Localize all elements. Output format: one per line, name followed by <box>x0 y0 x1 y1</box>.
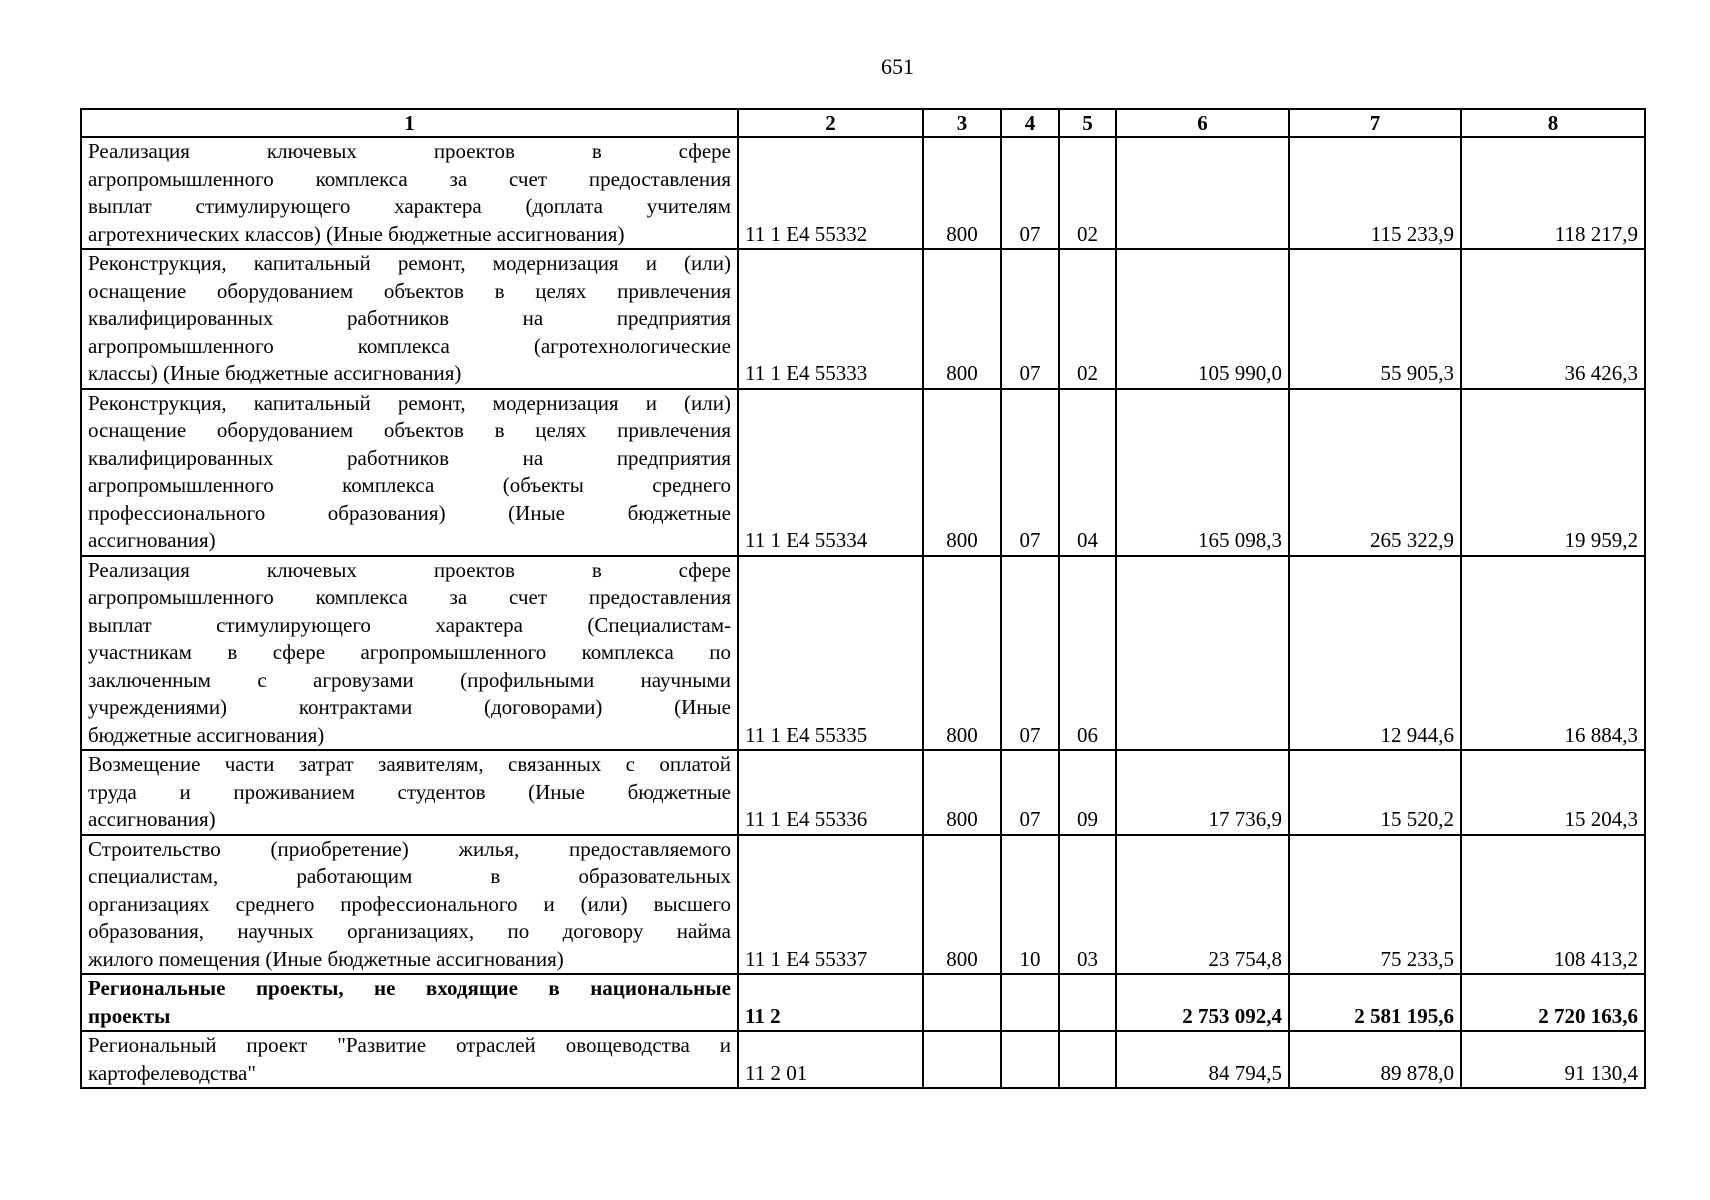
item-name-line: выплат стимулирующего характера (доплата учителям <box>88 194 731 218</box>
item-name-line: участникам в сфере агропромышленного комплекса по <box>88 640 731 664</box>
item-name-line: профессионального образования) (Иные бюджетные <box>88 500 731 525</box>
item-name-line: оснащение оборудованием объектов в целях привлечения <box>88 418 731 442</box>
item-name-line: квалифицированных работников на предприятия <box>88 306 731 330</box>
item-name-line: Реконструкция, капитальный ремонт, модернизация и (или) <box>88 390 731 415</box>
col-6-amount-cell: 84 794,5 <box>1116 1031 1289 1088</box>
col-8-amount-cell: 118 217,9 <box>1461 137 1645 249</box>
header-col-1: 1 <box>81 109 738 137</box>
budget-code-cell: 11 2 <box>738 974 923 1031</box>
item-name-cell <box>81 750 738 835</box>
budget-code-cell: 11 1 Е4 55337 <box>738 835 923 975</box>
page-number: 651 <box>881 54 914 79</box>
col-7-amount-cell: 2 581 195,6 <box>1289 974 1461 1031</box>
header-col-4: 4 <box>1001 109 1059 137</box>
col-6-amount-cell: 17 736,9 <box>1116 750 1289 835</box>
header-col-8: 8 <box>1461 109 1645 137</box>
header-col-5: 5 <box>1059 109 1116 137</box>
col-8-amount-cell: 91 130,4 <box>1461 1031 1645 1088</box>
col-6-amount-cell: 165 098,3 <box>1116 389 1289 556</box>
item-name-line: квалифицированных работников на предприятия <box>88 445 731 470</box>
item-name-line: Строительство (приобретение) жилья, предоставляемого <box>88 836 731 861</box>
col-4-cell: 07 <box>1001 750 1059 835</box>
budget-code-cell: 11 1 Е4 55336 <box>738 750 923 835</box>
budget-code-cell: 11 1 Е4 55334 <box>738 389 923 556</box>
item-name-cell <box>81 137 738 249</box>
item-name-line: картофелеводства" <box>88 1060 256 1085</box>
item-name-line: жилого помещения (Иные бюджетные ассигнования) <box>88 946 564 971</box>
budget-code-cell: 11 2 01 <box>738 1031 923 1088</box>
col-3-cell: 800 <box>923 389 1001 556</box>
table-row <box>81 835 1645 975</box>
item-name-line: Реализация ключевых проектов в сфере <box>88 139 731 163</box>
col-5-cell: 02 <box>1059 249 1116 389</box>
col-4-cell: 10 <box>1001 835 1059 975</box>
item-name-line: специалистам, работающим в образовательных <box>88 864 731 888</box>
item-name-line: агропромышленного комплекса (агротехнологические <box>88 333 731 358</box>
item-name-line: Региональные проекты, не входящие в национальные <box>88 976 731 1000</box>
budget-table <box>80 108 1646 1089</box>
item-name-cell <box>81 974 738 1031</box>
col-7-amount-cell: 55 905,3 <box>1289 249 1461 389</box>
col-7-amount-cell: 12 944,6 <box>1289 556 1461 751</box>
col-5-cell <box>1059 974 1116 1031</box>
item-name-line: организациях среднего профессионального и (или) высшего <box>88 891 731 916</box>
item-name-line: ассигнования) <box>88 528 216 552</box>
item-name-line: агропромышленного комплекса за счет предоставления <box>88 166 731 191</box>
item-name-line: оснащение оборудованием объектов в целях привлечения <box>88 278 731 303</box>
item-name-line: учреждениями) контрактами (договорами) (Иные <box>88 695 731 719</box>
item-name-cell <box>81 1031 738 1088</box>
col-4-cell: 07 <box>1001 389 1059 556</box>
item-name-line: бюджетные ассигнования) <box>88 722 325 747</box>
item-name-line: проекты <box>88 1003 171 1028</box>
item-name-line: ассигнования) <box>88 807 216 831</box>
header-col-3: 3 <box>923 109 1001 137</box>
col-5-cell: 06 <box>1059 556 1116 751</box>
col-4-cell <box>1001 974 1059 1031</box>
item-name-cell <box>81 835 738 975</box>
col-3-cell: 800 <box>923 249 1001 389</box>
col-8-amount-cell: 16 884,3 <box>1461 556 1645 751</box>
col-7-amount-cell: 115 233,9 <box>1289 137 1461 249</box>
budget-code-cell: 11 1 Е4 55333 <box>738 249 923 389</box>
col-6-amount-cell <box>1116 556 1289 751</box>
table-row <box>81 974 1645 1031</box>
col-8-amount-cell: 15 204,3 <box>1461 750 1645 835</box>
col-6-amount-cell: 2 753 092,4 <box>1116 974 1289 1031</box>
col-3-cell: 800 <box>923 835 1001 975</box>
table-body <box>81 137 1645 1088</box>
col-8-amount-cell: 108 413,2 <box>1461 835 1645 975</box>
table-row <box>81 137 1645 249</box>
item-name-line: выплат стимулирующего характера (Специалистам- <box>88 612 731 637</box>
table-header-row <box>81 109 1645 137</box>
col-8-amount-cell: 19 959,2 <box>1461 389 1645 556</box>
col-7-amount-cell: 89 878,0 <box>1289 1031 1461 1088</box>
table-row <box>81 556 1645 751</box>
col-5-cell: 03 <box>1059 835 1116 975</box>
item-name-cell <box>81 389 738 556</box>
item-name-line: Возмещение части затрат заявителям, связанных с оплатой <box>88 752 731 776</box>
item-name-line: труда и проживанием студентов (Иные бюджетные <box>88 779 731 804</box>
col-5-cell <box>1059 1031 1116 1088</box>
col-7-amount-cell: 15 520,2 <box>1289 750 1461 835</box>
col-4-cell <box>1001 1031 1059 1088</box>
col-6-amount-cell <box>1116 137 1289 249</box>
table-row <box>81 1031 1645 1088</box>
col-3-cell: 800 <box>923 556 1001 751</box>
item-name-line: заключенным с агровузами (профильными научными <box>88 667 731 692</box>
item-name-line: агропромышленного комплекса за счет предоставления <box>88 585 731 609</box>
col-8-amount-cell: 2 720 163,6 <box>1461 974 1645 1031</box>
col-7-amount-cell: 75 233,5 <box>1289 835 1461 975</box>
col-5-cell: 02 <box>1059 137 1116 249</box>
col-8-amount-cell: 36 426,3 <box>1461 249 1645 389</box>
item-name-line: Региональный проект "Развитие отраслей овощеводства и <box>88 1033 731 1057</box>
item-name-line: Реализация ключевых проектов в сфере <box>88 557 731 582</box>
col-4-cell: 07 <box>1001 137 1059 249</box>
item-name-line: классы) (Иные бюджетные ассигнования) <box>88 361 462 385</box>
col-3-cell <box>923 1031 1001 1088</box>
table-row <box>81 249 1645 389</box>
table-row <box>81 750 1645 835</box>
item-name-cell <box>81 249 738 389</box>
col-3-cell <box>923 974 1001 1031</box>
col-4-cell: 07 <box>1001 556 1059 751</box>
budget-code-cell: 11 1 Е4 55332 <box>738 137 923 249</box>
col-4-cell: 07 <box>1001 249 1059 389</box>
header-col-6: 6 <box>1116 109 1289 137</box>
budget-code-cell: 11 1 Е4 55335 <box>738 556 923 751</box>
item-name-line: Реконструкция, капитальный ремонт, модернизация и (или) <box>88 251 731 275</box>
item-name-line: образования, научных организациях, по договору найма <box>88 919 731 943</box>
col-3-cell: 800 <box>923 137 1001 249</box>
col-6-amount-cell: 105 990,0 <box>1116 249 1289 389</box>
header-col-2: 2 <box>738 109 923 137</box>
col-5-cell: 09 <box>1059 750 1116 835</box>
col-6-amount-cell: 23 754,8 <box>1116 835 1289 975</box>
item-name-cell <box>81 556 738 751</box>
col-3-cell: 800 <box>923 750 1001 835</box>
header-col-7: 7 <box>1289 109 1461 137</box>
col-5-cell: 04 <box>1059 389 1116 556</box>
item-name-line: агропромышленного комплекса (объекты среднего <box>88 473 731 497</box>
col-7-amount-cell: 265 322,9 <box>1289 389 1461 556</box>
item-name-line: агротехнических классов) (Иные бюджетные ассигнования) <box>88 221 625 246</box>
table-row <box>81 389 1645 556</box>
